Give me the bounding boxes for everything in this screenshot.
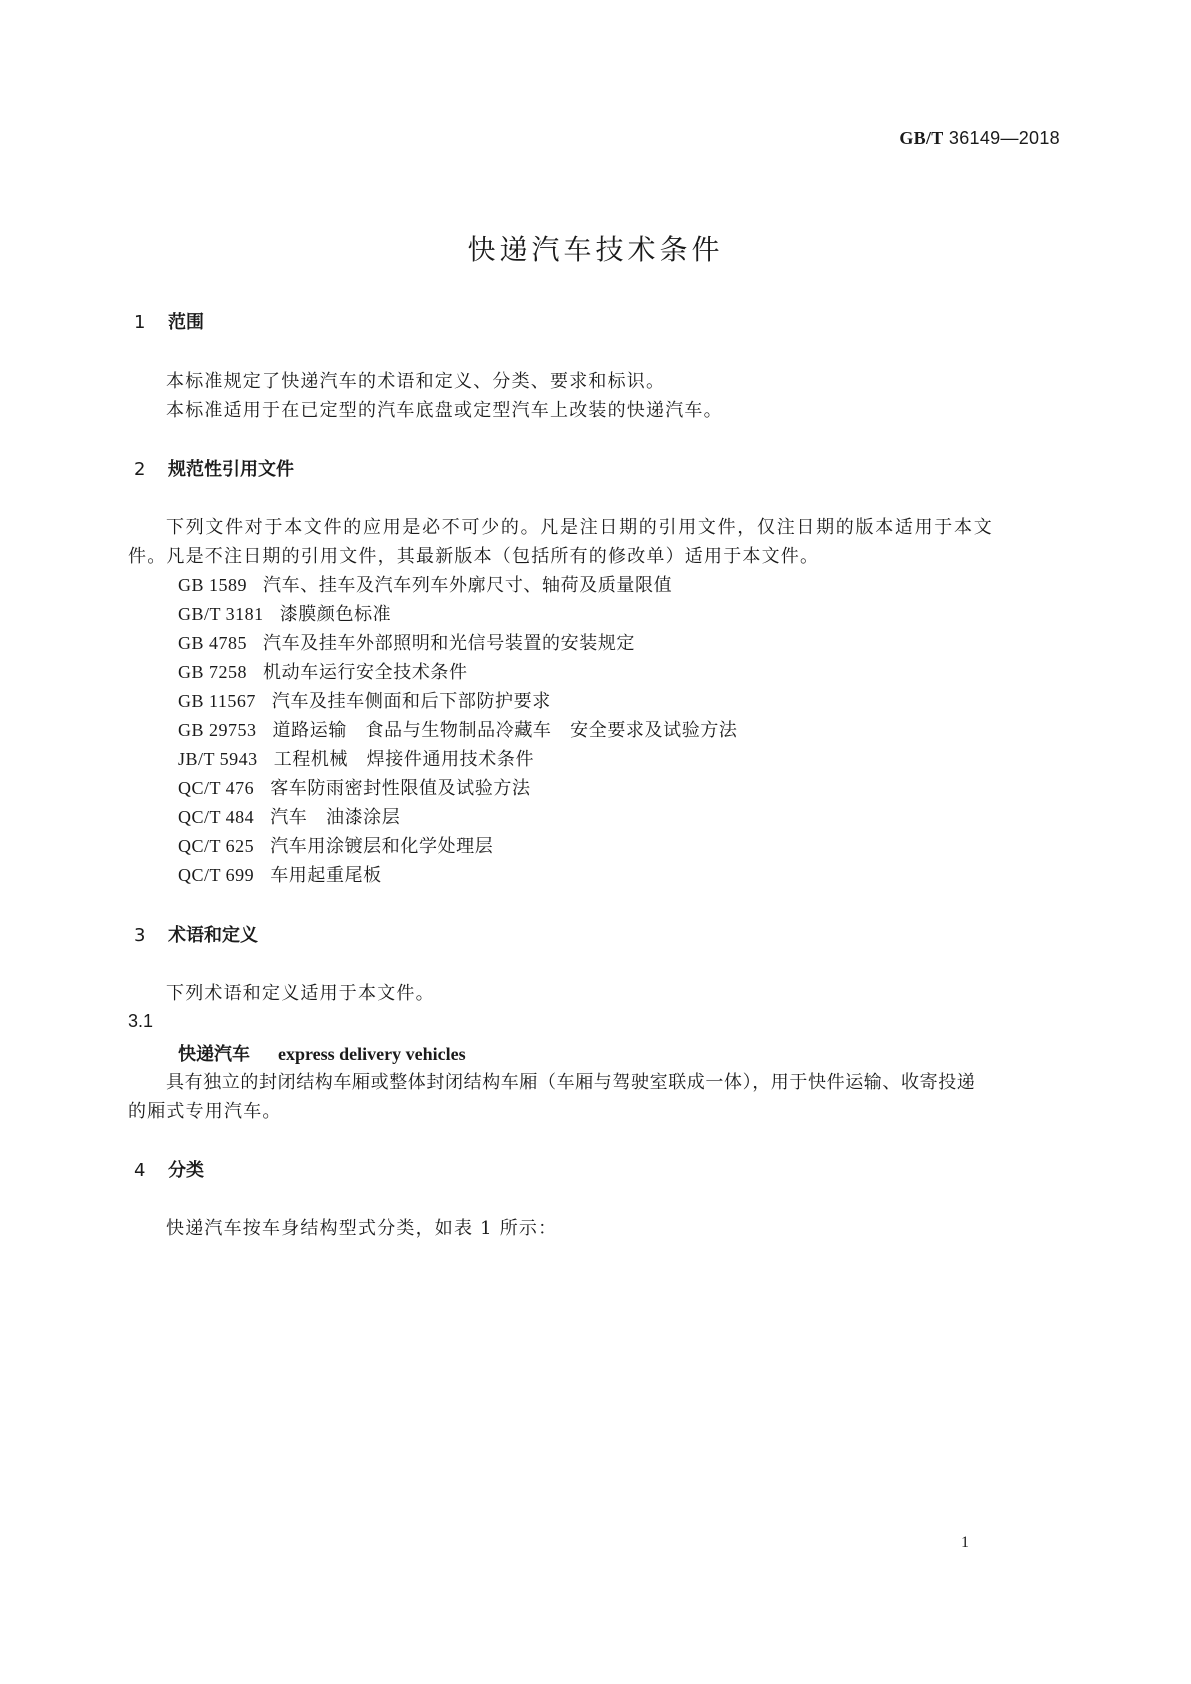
term-en: express delivery vehicles — [278, 1044, 466, 1064]
section-title: 术语和定义 — [168, 925, 258, 946]
reference-item — [178, 803, 400, 829]
section-heading-4 — [134, 1156, 204, 1182]
reference-title: 客车防雨密封性限值及试验方法 — [270, 778, 531, 799]
reference-title: 机动车运行安全技术条件 — [263, 662, 468, 683]
reference-item — [178, 687, 551, 713]
page-number: 1 — [961, 1534, 969, 1551]
section-heading-1 — [134, 308, 204, 334]
term-number: 3.1 — [128, 1011, 154, 1031]
reference-code: QC/T 476 — [178, 778, 255, 798]
reference-title: 车用起重尾板 — [270, 865, 382, 886]
reference-item — [178, 832, 493, 858]
term-definition-line-2: 的厢式专用汽车。 — [128, 1101, 282, 1122]
reference-title: 汽车及挂车外部照明和光信号装置的安装规定 — [263, 633, 636, 654]
section-number: 3 — [134, 925, 146, 946]
reference-code: QC/T 699 — [178, 865, 255, 885]
reference-item — [178, 861, 382, 887]
section-number: 4 — [134, 1160, 146, 1181]
reference-item — [178, 571, 672, 597]
reference-code: QC/T 625 — [178, 836, 255, 856]
reference-item — [178, 629, 635, 655]
reference-code: JB/T 5943 — [178, 749, 258, 769]
reference-code: GB 7258 — [178, 662, 248, 682]
reference-code: GB 1589 — [178, 575, 248, 595]
reference-item — [178, 774, 531, 800]
reference-title: 工程机械 焊接件通用技术条件 — [273, 749, 535, 770]
normative-intro-line-1: 下列文件对于本文件的应用是必不可少的。凡是注日期的引用文件，仅注日期的版本适用于本文 — [166, 517, 994, 538]
document-title: 快递汽车技术条件 — [467, 233, 724, 266]
section-heading-2 — [134, 455, 294, 481]
reference-title: 汽车、挂车及汽车列车外廓尺寸、轴荷及质量限值 — [263, 575, 673, 596]
reference-code: GB/T 3181 — [178, 604, 264, 624]
reference-title: 道路运输 食品与生物制品冷藏车 安全要求及试验方法 — [272, 720, 738, 741]
scope-paragraph-2: 本标准适用于在已定型的汽车底盘或定型汽车上改装的快递汽车。 — [166, 400, 723, 421]
section-title: 规范性引用文件 — [168, 459, 294, 480]
section-number: 2 — [134, 459, 146, 480]
reference-item — [178, 658, 468, 684]
scope-paragraph-1: 本标准规定了快递汽车的术语和定义、分类、要求和标识。 — [166, 371, 666, 392]
standard-code: 36149—2018 — [948, 128, 1060, 148]
section-heading-3 — [134, 921, 258, 947]
reference-title: 汽车及挂车侧面和后下部防护要求 — [271, 691, 551, 712]
normative-intro-line-2: 件。凡是不注日期的引用文件，其最新版本（包括所有的修改单）适用于本文件。 — [128, 546, 820, 567]
terms-intro: 下列术语和定义适用于本文件。 — [166, 983, 435, 1004]
term-zh: 快递汽车 — [178, 1044, 250, 1065]
reference-item — [178, 716, 738, 742]
term-definition-line-1: 具有独立的封闭结构车厢或整体封闭结构车厢（车厢与驾驶室联成一体），用于快件运输、收寄投递 — [166, 1072, 976, 1093]
standard-prefix: GB/T — [899, 128, 944, 148]
classification-paragraph: 快递汽车按车身结构型式分类，如表 1 所示： — [166, 1218, 558, 1239]
reference-item — [178, 745, 534, 771]
section-title: 分类 — [168, 1160, 204, 1181]
reference-code: GB 4785 — [178, 633, 248, 653]
reference-title: 汽车用涂镀层和化学处理层 — [270, 836, 494, 857]
reference-title: 漆膜颜色标准 — [279, 604, 392, 625]
reference-code: QC/T 484 — [178, 807, 255, 827]
term-heading — [178, 1040, 466, 1066]
section-title: 范围 — [168, 312, 204, 333]
standard-number — [899, 128, 1060, 149]
section-number: 1 — [134, 312, 146, 333]
reference-code: GB 29753 — [178, 720, 257, 740]
reference-code: GB 11567 — [178, 691, 256, 711]
reference-item — [178, 600, 391, 626]
reference-title: 汽车 油漆涂层 — [270, 807, 401, 828]
